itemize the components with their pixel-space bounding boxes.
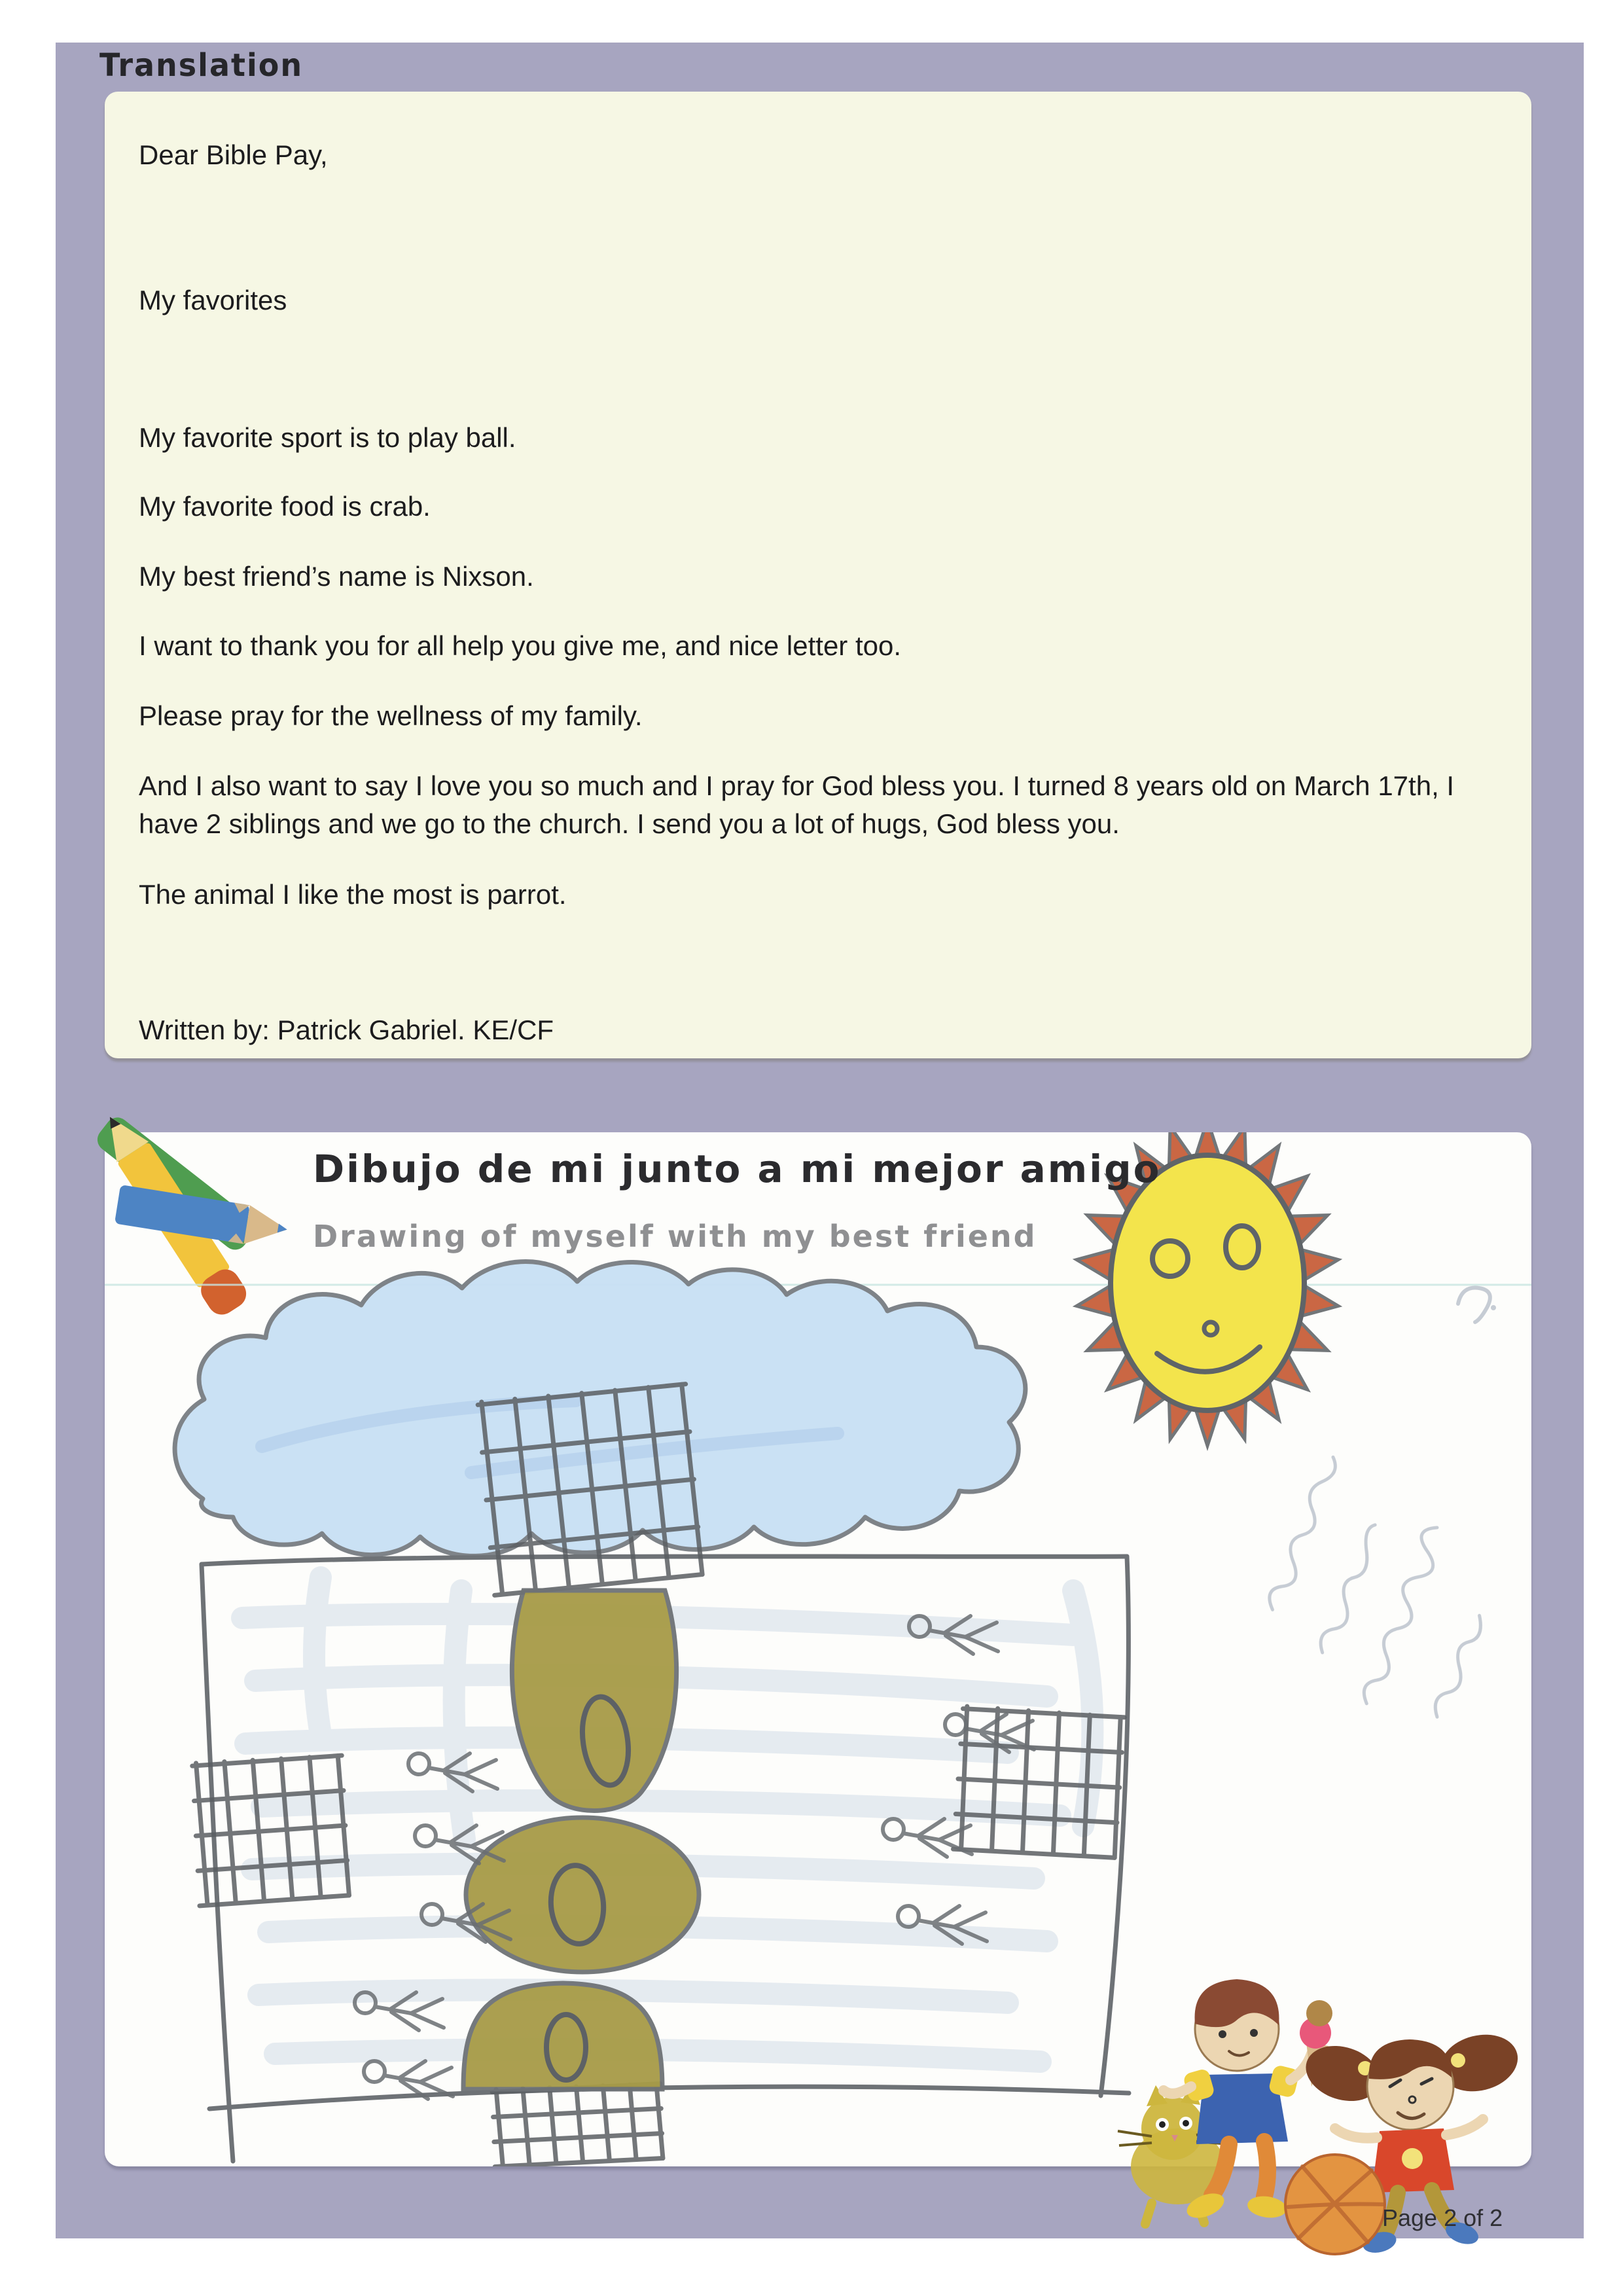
- drawing-title-english: Drawing of myself with my best friend: [313, 1219, 1037, 1254]
- translation-label: Translation: [99, 46, 304, 84]
- tree-blob-middle: [466, 1818, 699, 1972]
- drawing-title-spanish: Dibujo de mi junto a mi mejor amigo: [313, 1147, 1162, 1191]
- letter-paragraph: My favorite food is crab.: [139, 491, 431, 522]
- letter-paragraph: The animal I like the most is parrot.: [139, 879, 567, 910]
- basketball-clipart: [1285, 2155, 1385, 2254]
- letter-paper: [105, 92, 1531, 1058]
- letter-paragraph: I want to thank you for all help you give me, and nice letter too.: [139, 630, 902, 661]
- boy-leg: [1264, 2142, 1268, 2197]
- letter-paragraph: My favorite sport is to play ball.: [139, 422, 516, 453]
- letter-paragraph: Written by: Patrick Gabriel. KE/CF: [139, 1014, 554, 1045]
- letter-paragraph: Dear Bible Pay,: [139, 139, 328, 170]
- tree-blob-bottom: [463, 1983, 662, 2089]
- volleyball-net-bottom: [492, 2084, 663, 2166]
- letter-paragraph: My best friend’s name is Nixson.: [139, 561, 534, 592]
- cloud-drawing: [175, 1262, 1026, 1556]
- letter-paragraph: And I also want to say I love you so much and I pray for God bless you. I turned 8 years old on March 17th, I have 2 siblings and we go to the church. I send you a lot of hugs, God bless you.: [139, 770, 1455, 839]
- page-indicator: Page 2 of 2: [1382, 2204, 1503, 2231]
- letter-paragraph: Please pray for the wellness of my family.: [139, 700, 643, 731]
- letter-paragraph: My favorites: [139, 285, 287, 315]
